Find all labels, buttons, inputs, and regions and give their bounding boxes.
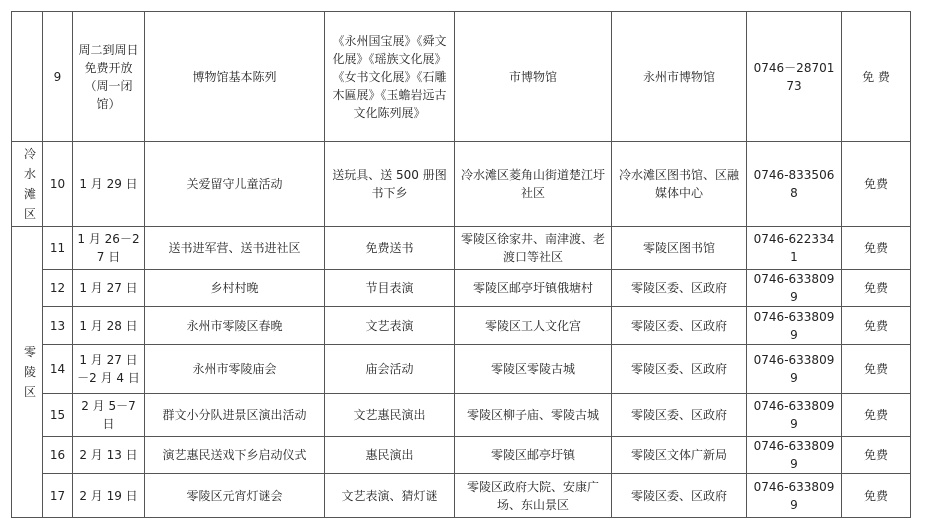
activity-content: 庙会活动: [325, 345, 455, 394]
fee-cell: 免费: [842, 227, 911, 270]
location-cell: 零陵区工人文化宫: [455, 307, 612, 345]
row-number: 12: [43, 270, 73, 307]
date-cell: 2 月 13 日: [73, 437, 145, 474]
activity-name: 零陵区元宵灯谜会: [145, 474, 325, 518]
activity-name: 演艺惠民送戏下乡启动仪式: [145, 437, 325, 474]
activity-content: 节目表演: [325, 270, 455, 307]
date-cell: 2 月 5－7 日: [73, 394, 145, 437]
phone-cell: 0746-6338099: [747, 437, 842, 474]
organizer-cell: 冷水滩区图书馆、区融媒体中心: [612, 142, 747, 227]
organizer-cell: 零陵区委、区政府: [612, 270, 747, 307]
district-cell: 冷水滩区: [12, 142, 43, 227]
location-cell: 零陵区柳子庙、零陵古城: [455, 394, 612, 437]
date-cell: 周二到周日免费开放（周一闭馆）: [73, 12, 145, 142]
location-cell: 冷水滩区菱角山街道楚江圩社区: [455, 142, 612, 227]
phone-cell: 0746－2870173: [747, 12, 842, 142]
activity-content: 免费送书: [325, 227, 455, 270]
location-cell: 零陵区徐家井、南津渡、老渡口等社区: [455, 227, 612, 270]
organizer-cell: 零陵区文体广新局: [612, 437, 747, 474]
row-number: 13: [43, 307, 73, 345]
fee-cell: 免费: [842, 345, 911, 394]
date-cell: 1 月 26－27 日: [73, 227, 145, 270]
fee-cell: 免费: [842, 394, 911, 437]
events-table: [11, 11, 911, 518]
table-row: [12, 307, 911, 345]
fee-cell: 免 费: [842, 12, 911, 142]
district-cell: 零陵区: [12, 227, 43, 518]
table-row: [12, 394, 911, 437]
table-row: [12, 345, 911, 394]
date-cell: 1 月 27 日: [73, 270, 145, 307]
table-row: [12, 437, 911, 474]
activity-content: 《永州国宝展》《舜文化展》《瑶族文化展》《女书文化展》《石雕木匾展》《玉蟾岩远古文化陈列展》: [325, 12, 455, 142]
fee-cell: 免费: [842, 474, 911, 518]
phone-cell: 0746-6338099: [747, 474, 842, 518]
activity-content: 惠民演出: [325, 437, 455, 474]
activity-content: 送玩具、送 500 册图书下乡: [325, 142, 455, 227]
location-cell: 市博物馆: [455, 12, 612, 142]
row-number: 9: [43, 12, 73, 142]
activity-name: 关爱留守儿童活动: [145, 142, 325, 227]
phone-cell: 0746-6338099: [747, 345, 842, 394]
location-cell: 零陵区政府大院、安康广场、东山景区: [455, 474, 612, 518]
phone-cell: 0746-6338099: [747, 307, 842, 345]
district-cell: [12, 12, 43, 142]
fee-cell: 免费: [842, 437, 911, 474]
fee-cell: 免费: [842, 270, 911, 307]
date-cell: 2 月 19 日: [73, 474, 145, 518]
table-row: [12, 270, 911, 307]
organizer-cell: 零陵区委、区政府: [612, 307, 747, 345]
location-cell: 零陵区邮亭圩镇俄塘村: [455, 270, 612, 307]
row-number: 17: [43, 474, 73, 518]
activity-name: 博物馆基本陈列: [145, 12, 325, 142]
activity-name: 送书进军营、送书进社区: [145, 227, 325, 270]
activity-content: 文艺表演: [325, 307, 455, 345]
organizer-cell: 零陵区委、区政府: [612, 474, 747, 518]
row-number: 16: [43, 437, 73, 474]
date-cell: 1 月 29 日: [73, 142, 145, 227]
table-row: [12, 142, 911, 227]
table-row: [12, 474, 911, 518]
phone-cell: 0746-6338099: [747, 270, 842, 307]
row-number: 15: [43, 394, 73, 437]
phone-cell: 0746-6223341: [747, 227, 842, 270]
row-number: 14: [43, 345, 73, 394]
phone-cell: 0746-8335068: [747, 142, 842, 227]
activity-name: 永州市零陵区春晚: [145, 307, 325, 345]
location-cell: 零陵区零陵古城: [455, 345, 612, 394]
organizer-cell: 永州市博物馆: [612, 12, 747, 142]
activity-name: 乡村村晚: [145, 270, 325, 307]
phone-cell: 0746-6338099: [747, 394, 842, 437]
table-row: [12, 12, 911, 142]
date-cell: 1 月 27 日－2 月 4 日: [73, 345, 145, 394]
activity-content: 文艺惠民演出: [325, 394, 455, 437]
activity-name: 群文小分队进景区演出活动: [145, 394, 325, 437]
activity-name: 永州市零陵庙会: [145, 345, 325, 394]
organizer-cell: 零陵区委、区政府: [612, 394, 747, 437]
organizer-cell: 零陵区图书馆: [612, 227, 747, 270]
date-cell: 1 月 28 日: [73, 307, 145, 345]
row-number: 10: [43, 142, 73, 227]
fee-cell: 免费: [842, 142, 911, 227]
table-row: [12, 227, 911, 270]
fee-cell: 免费: [842, 307, 911, 345]
location-cell: 零陵区邮亭圩镇: [455, 437, 612, 474]
organizer-cell: 零陵区委、区政府: [612, 345, 747, 394]
activity-content: 文艺表演、猜灯谜: [325, 474, 455, 518]
row-number: 11: [43, 227, 73, 270]
